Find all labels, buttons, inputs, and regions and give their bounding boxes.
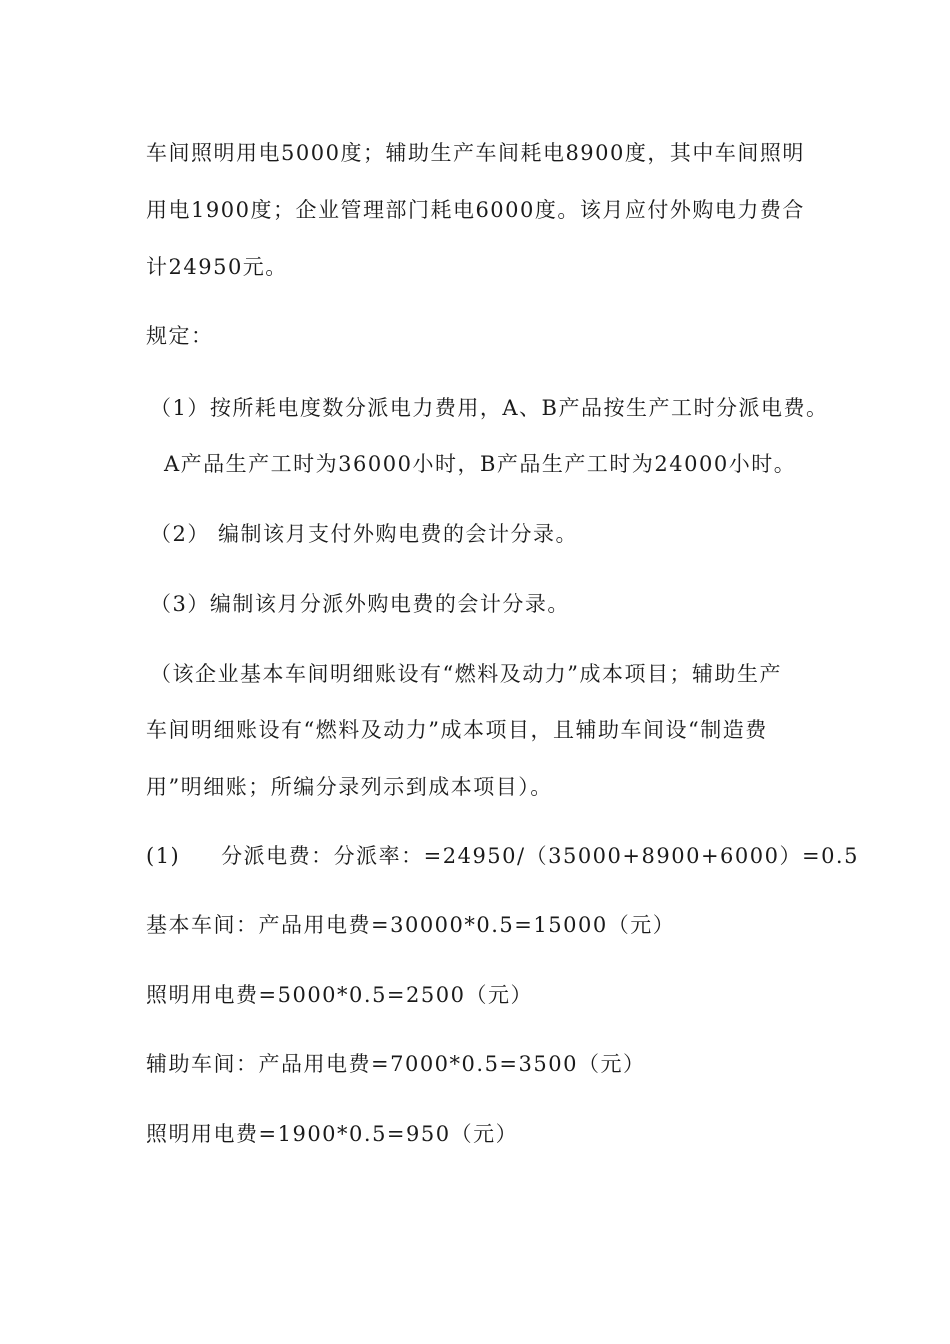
text-line: 车间明细账设有“燃料及动力”成本项目，且辅助车间设“制造费 bbox=[146, 718, 768, 742]
text-line: 车间照明用电5000度；辅助生产车间耗电8900度，其中车间照明 bbox=[146, 141, 805, 165]
text-line: （1）按所耗电度数分派电力费用，A、B产品按生产工时分派电费。 bbox=[150, 396, 829, 420]
text-line: (1) 分派电费：分派率：=24950/（35000+8900+6000）=0.5 bbox=[146, 844, 859, 868]
text-line: 基本车间：产品用电费=30000*0.5=15000（元） bbox=[146, 913, 676, 937]
text-line: 用电1900度；企业管理部门耗电6000度。该月应付外购电力费合 bbox=[146, 198, 805, 222]
text-line: 照明用电费=5000*0.5=2500（元） bbox=[146, 983, 533, 1007]
text-line: （2） 编制该月支付外购电费的会计分录。 bbox=[150, 522, 579, 546]
text-line: 计24950元。 bbox=[146, 255, 288, 279]
text-line: 照明用电费=1900*0.5=950（元） bbox=[146, 1122, 519, 1146]
text-line: A产品生产工时为36000小时，B产品生产工时为24000小时。 bbox=[164, 452, 797, 476]
text-line: 规定： bbox=[146, 324, 214, 348]
text-line: 辅助车间：产品用电费=7000*0.5=3500（元） bbox=[146, 1052, 646, 1076]
text-line: 用”明细账；所编分录列示到成本项目）。 bbox=[146, 775, 553, 799]
text-line: （该企业基本车间明细账设有“燃料及动力”成本项目；辅助生产 bbox=[150, 662, 782, 686]
text-line: （3）编制该月分派外购电费的会计分录。 bbox=[150, 592, 570, 616]
